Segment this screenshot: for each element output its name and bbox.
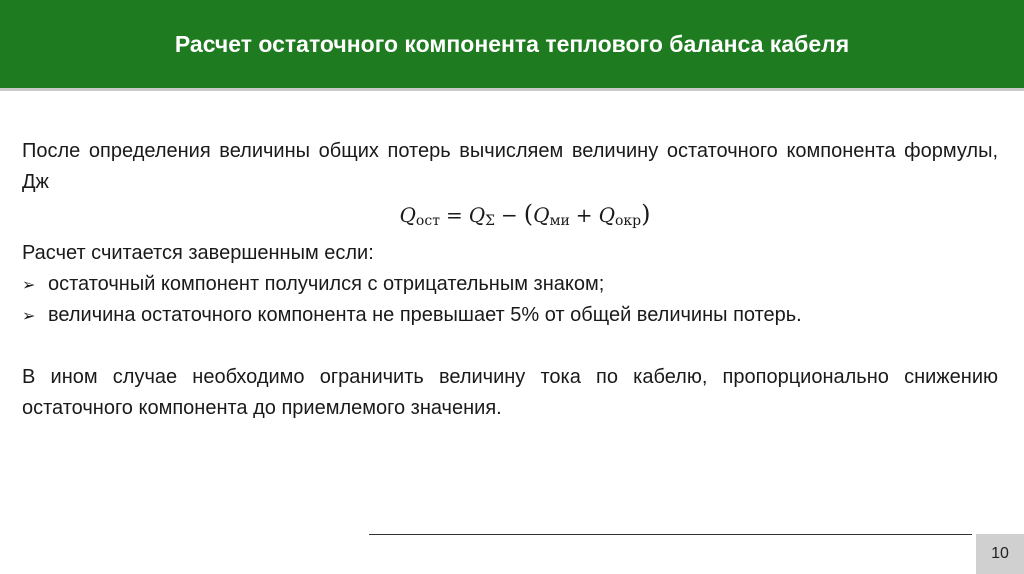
formula-open-paren: ( — [523, 200, 534, 228]
page-number: 10 — [976, 534, 1024, 574]
formula-term1-sub: Σ — [485, 213, 496, 229]
slide-header — [0, 0, 1024, 91]
formula-lhs-symbol: Q — [399, 203, 416, 227]
formula-term2-sub: ми — [549, 213, 570, 229]
formula-lhs-sub: ост — [415, 213, 440, 229]
spacer — [22, 331, 998, 362]
formula-term1-symbol: Q — [468, 203, 486, 227]
formula-equals: = — [445, 203, 463, 227]
condition-heading: Расчет считается завершенным если: — [22, 242, 374, 264]
arrowhead-bullet-icon: ➢ — [22, 275, 36, 294]
list-item — [22, 269, 998, 300]
list-item — [22, 300, 998, 331]
formula-plus: + — [575, 203, 593, 227]
formula-minus: − — [501, 203, 518, 227]
formula-term3-symbol: Q — [598, 203, 615, 227]
intro-paragraph: После определения величины общих потерь вычисляем величину остаточного компонента формулы, Дж — [22, 140, 998, 193]
arrowhead-bullet-icon: ➢ — [22, 306, 36, 325]
formula-term2-symbol: Q — [533, 203, 550, 227]
condition-text: остаточный компонент получился с отрицательным знаком; — [48, 273, 605, 295]
footer-divider — [369, 534, 972, 535]
condition-text: величина остаточного компонента не превышает 5% от общей величины потерь. — [48, 304, 802, 326]
slide-content — [22, 136, 998, 424]
slide-title: Расчет остаточного компонента теплового баланса кабеля — [174, 31, 850, 57]
formula — [22, 198, 998, 238]
formula-term3-sub: окр — [614, 213, 642, 229]
otherwise-paragraph: В ином случае необходимо ограничить величину тока по кабелю, пропорционально снижению остаточного компонента до приемлемого значения. — [22, 366, 998, 419]
formula-close-paren: ) — [641, 200, 651, 228]
